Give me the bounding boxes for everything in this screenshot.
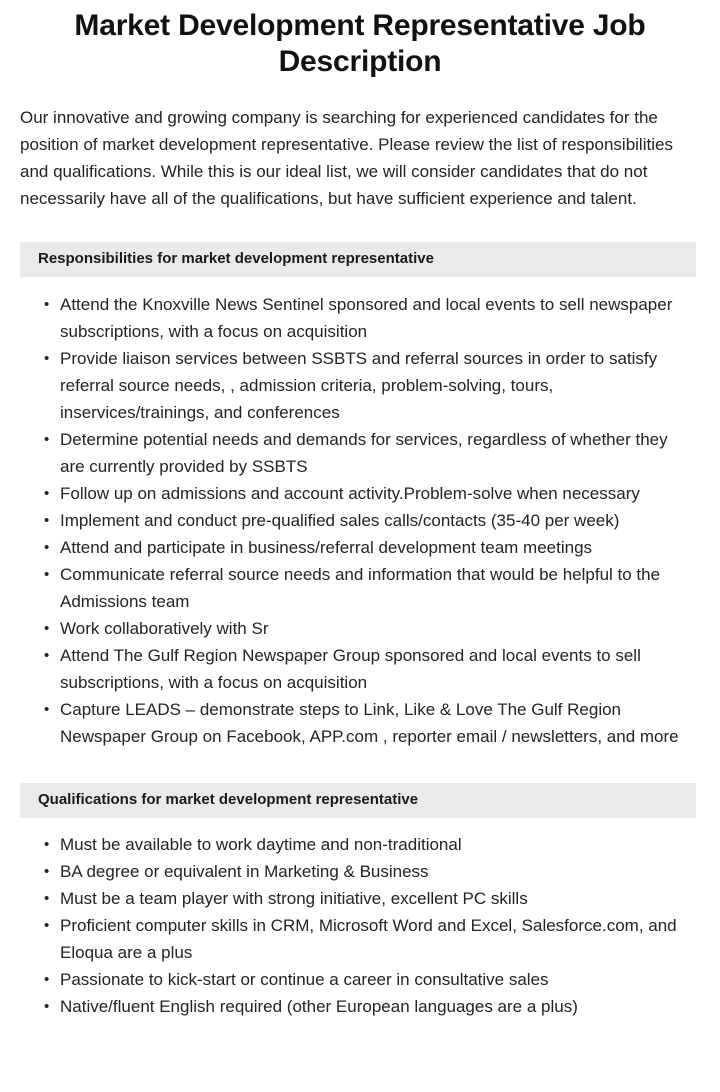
list-item: • Attend The Gulf Region Newspaper Group sponsored and local events to sell subscriptions, with a focus on acquisition [44, 642, 696, 696]
list-item: • Capture LEADS – demonstrate steps to Link, Like & Love The Gulf Region Newspaper Group on Facebook, APP.com , reporter email / newsletters, and more [44, 696, 696, 750]
list-item: • Proficient computer skills in CRM, Microsoft Word and Excel, Salesforce.com, and Eloqua are a plus [44, 912, 696, 966]
list-item: • Must be available to work daytime and non-traditional [44, 831, 696, 858]
list-item: • Passionate to kick-start or continue a career in consultative sales [44, 966, 696, 993]
page-title: Market Development Representative Job Description [74, 9, 646, 78]
list-item: • Follow up on admissions and account activity.Problem-solve when necessary [44, 480, 696, 507]
list-item: • Determine potential needs and demands for services, regardless of whether they are currently provided by SSBTS [44, 426, 696, 480]
intro-paragraph: Our innovative and growing company is searching for experienced candidates for the position of market development representative. Please review the list of responsibilities and qualifications. While this is our ideal list, we will consider candidates that do not necessarily have all of the qualifications, but have sufficient experience and talent. [20, 108, 673, 208]
list-item: • Must be a team player with strong initiative, excellent PC skills [44, 885, 696, 912]
responsibilities-section-heading: Responsibilities for market development representative [20, 242, 696, 277]
list-item: • Attend and participate in business/referral development team meetings [44, 534, 696, 561]
list-item: • Provide liaison services between SSBTS and referral sources in order to satisfy referral source needs, , admission criteria, problem-solving, tours, inservices/trainings, and conferences [44, 345, 696, 426]
list-item: • Work collaboratively with Sr [44, 615, 696, 642]
list-item: • BA degree or equivalent in Marketing & Business [44, 858, 696, 885]
list-item: • Native/fluent English required (other European languages are a plus) [44, 993, 696, 1020]
list-item: • Implement and conduct pre-qualified sales calls/contacts (35-40 per week) [44, 507, 696, 534]
qualifications-list [0, 818, 720, 1020]
list-item: • Attend the Knoxville News Sentinel sponsored and local events to sell newspaper subscriptions, with a focus on acquisition [44, 291, 696, 345]
responsibilities-list [0, 277, 720, 750]
qualifications-section-heading: Qualifications for market development representative [20, 783, 696, 818]
list-item: • Communicate referral source needs and information that would be helpful to the Admissions team [44, 561, 696, 615]
